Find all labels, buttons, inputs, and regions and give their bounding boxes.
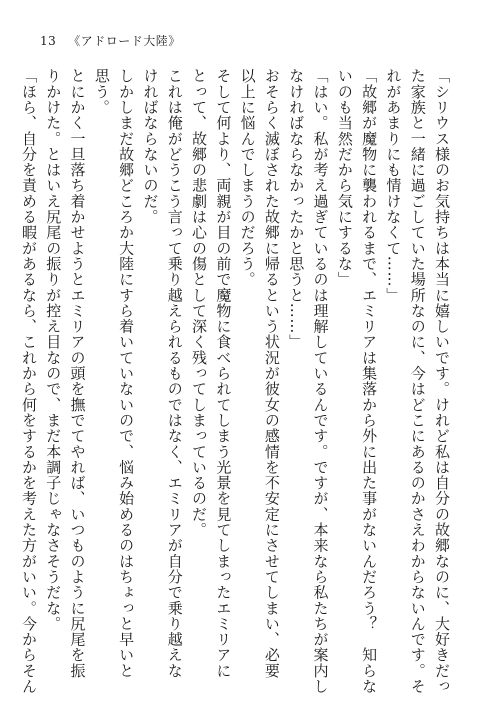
text-line: これは俺がどうこう言って乗り越えられるものではなく、エミリアが自分で乗り越えな (165, 68, 184, 679)
running-title: 《アドロード大陸》 (68, 34, 181, 48)
text-line: しかしまだ故郷どころか大陸にすら着いていないので、悩み始めるのはちょっと早いと (117, 68, 136, 679)
text-line: 「ほら、自分を責める暇があるなら、これから何をするかを考えた方がいい。今からそん (19, 68, 38, 694)
text-line: そして何より、両親が目の前で魔物に食べられてしまう光景を見てしまったエミリアに (214, 68, 233, 679)
text-line: おそらく滅ぼされた故郷に帰るという状況が彼女の感情を不安定にさせてしまい、必要 (262, 68, 281, 679)
text-line: なければならなかったかと思うと……」 (287, 68, 306, 350)
text-line: りかけた。とはいえ尻尾の振りが控え目なので、まだ本調子じゃなさそうだな。 (44, 68, 63, 632)
body-text (19, 68, 454, 694)
text-line: とって、故郷の悲劇は心の傷として深く残ってしまっているのだ。 (190, 68, 209, 538)
text-line: 「シリウス様のお気持ちは本当に嬉しいです。けれど私は自分の故郷なのに、大好きだっ (433, 68, 451, 694)
page-header (40, 34, 181, 48)
text-line: 以上に悩んでしまうのだろう。 (238, 68, 257, 288)
text-line: た家族と一緒に過ごしていた場所なのに、今はどこにあるのかさえわからないんです。そ (408, 68, 427, 694)
text-line: 「はい。私が考え過ぎているのは理解しているんです。ですが、本来なら私たちが案内し (311, 68, 330, 694)
text-line: 思う。 (92, 68, 111, 115)
text-line: とにかく一旦落ち着かせようとエミリアの頭を撫でてやれば、いつものように尻尾を振 (68, 68, 87, 679)
page-number: 13 (40, 34, 57, 48)
text-line: れがあまりにも情けなくて……」 (384, 68, 403, 303)
text-line: いのも当然だから気にするな」 (335, 68, 354, 288)
text-line: 「故郷が魔物に襲われるまで、エミリアは集落から外に出た事がないんだろう？ 知らな (360, 68, 379, 694)
text-line: ければならないのだ。 (141, 68, 160, 225)
